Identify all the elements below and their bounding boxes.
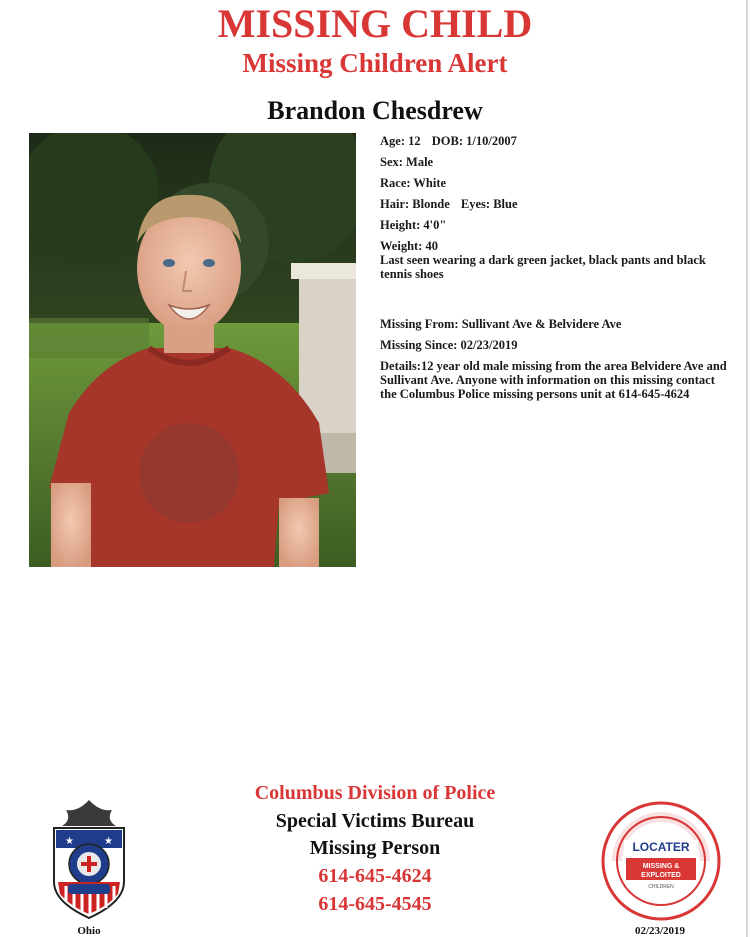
- svg-text:CHILDREN: CHILDREN: [648, 884, 674, 890]
- age-dob-row: [380, 134, 730, 148]
- race-value: Race: White: [380, 176, 447, 190]
- dob-value: DOB: 1/10/2007: [431, 134, 517, 148]
- description-text: Details:12 year old male missing from the area Belvidere Ave and Sullivant Ave. Anyone with information on this missing contact the Columbus Police missing persons unit at 614-645-4624: [380, 359, 727, 401]
- missing-from-text: Missing From: Sullivant Ave & Belvidere Ave: [380, 317, 622, 331]
- sex-value: Sex: Male: [380, 155, 434, 169]
- hair-value: Hair: Blonde: [380, 197, 450, 211]
- weight-value: Weight: 40: [380, 239, 438, 253]
- height-value: Height: 4'0": [380, 218, 447, 232]
- state-label: Ohio: [77, 925, 101, 937]
- svg-text:MISSING &: MISSING &: [642, 863, 680, 870]
- svg-text:★: ★: [65, 836, 74, 847]
- page-title: MISSING CHILD: [217, 1, 533, 46]
- missing-since-text: Missing Since: 02/23/2019: [380, 338, 518, 352]
- child-name: Brandon Chesdrew: [267, 96, 483, 125]
- svg-text:EXPLOITED: EXPLOITED: [641, 872, 681, 879]
- page-subtitle: Missing Children Alert: [242, 48, 508, 78]
- columbus-police-badge-icon: [48, 798, 130, 920]
- svg-text:LOCATER: LOCATER: [632, 840, 690, 854]
- ncmec-locater-seal-icon: [600, 800, 722, 922]
- age-value: Age: 12: [380, 134, 421, 148]
- bureau-name: Special Victims Bureau: [275, 810, 475, 832]
- phone-primary: 614-645-4624: [318, 865, 432, 887]
- unit-name: Missing Person: [309, 837, 441, 859]
- agency-name: Columbus Division of Police: [254, 782, 496, 804]
- svg-text:★: ★: [104, 836, 113, 847]
- child-details: [380, 134, 730, 401]
- child-photo: [29, 133, 356, 567]
- hair-eyes-row: [380, 197, 730, 211]
- eyes-value: Eyes: Blue: [460, 197, 518, 211]
- phone-secondary: 614-645-4545: [318, 893, 432, 915]
- last-seen-text: Last seen wearing a dark green jacket, black pants and black tennis shoes: [380, 253, 706, 281]
- poster-date: 02/23/2019: [634, 925, 686, 937]
